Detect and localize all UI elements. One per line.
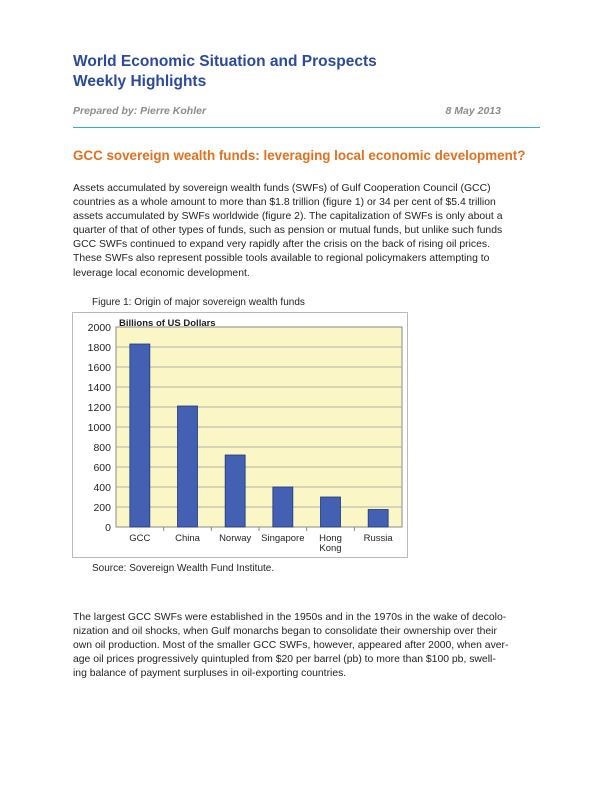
intro-paragraph [73, 182, 545, 281]
x-tick-label: Kong [319, 543, 342, 554]
report-title-line1: World Economic Situation and Prospects [73, 53, 377, 70]
prepared-by: Prepared by: Pierre Kohler [73, 105, 207, 117]
header-divider [73, 127, 540, 128]
y-tick-label: 800 [93, 442, 111, 454]
body-paragraph-line: ing balance of payment surpluses in oil-exporting countries. [73, 668, 347, 680]
y-tick-label: 2000 [87, 322, 111, 334]
intro-paragraph-line: leverage local economic development. [73, 267, 250, 279]
body-paragraph-line: age oil prices progressively quintupled from $20 per barrel (pb) to more than $100 pb, swell- [73, 654, 496, 666]
bar-gcc [130, 344, 150, 527]
y-tick-label: 1800 [87, 342, 111, 354]
bar-chart [73, 313, 407, 557]
figure-caption: Figure 1: Origin of major sovereign wealth funds [92, 297, 305, 308]
y-tick-label: 1200 [87, 402, 111, 414]
y-tick-label: 0 [105, 522, 111, 534]
body-paragraph-line: The largest GCC SWFs were established in the 1950s and in the 1970s in the wake of decolo- [73, 612, 507, 623]
intro-paragraph-line: These SWFs also represent possible tools available to regional policymakers attempting to [73, 253, 490, 265]
x-tick-label: Hong [319, 533, 342, 544]
intro-paragraph-line: GCC SWFs continued to expand very rapidly after the crisis on the back of rising oil prices. [73, 239, 490, 251]
body-paragraph-line: own oil production. Most of the smaller GCC SWFs, however, appeared after 2000, when aver- [73, 640, 509, 652]
article-headline: GCC sovereign wealth funds: leveraging local economic development? [73, 148, 526, 163]
y-tick-label: 1400 [87, 382, 111, 394]
chart-container [72, 312, 408, 558]
x-tick-label: Russia [363, 533, 393, 544]
bar-hong-kong [321, 497, 341, 527]
y-tick-label: 1600 [87, 362, 111, 374]
intro-paragraph-line: assets accumulated by SWFs worldwide (figure 2). The capitalization of SWFs is only about a [73, 211, 503, 223]
x-tick-label: GCC [129, 533, 151, 544]
bar-russia [368, 510, 388, 528]
y-tick-label: 200 [93, 502, 111, 514]
bar-norway [225, 455, 245, 527]
x-tick-label: China [175, 533, 200, 544]
y-tick-label: 600 [93, 462, 111, 474]
x-tick-label: Singapore [261, 533, 305, 544]
body-paragraph [73, 611, 545, 681]
y-tick-label: 1000 [87, 422, 111, 434]
x-tick-label: Norway [219, 533, 252, 544]
report-meta [73, 105, 501, 117]
bar-china [178, 406, 198, 527]
intro-paragraph-line: quarter of that of other types of funds, such as pension or mutual funds, but unlike such funds [73, 225, 503, 237]
y-tick-label: 400 [93, 482, 111, 494]
report-date: 8 May 2013 [445, 105, 501, 117]
body-paragraph-line: nization and oil shocks, when Gulf monarchs began to consolidate their ownership over their [73, 626, 497, 638]
report-title [73, 52, 377, 92]
y-axis-label: Billions of US Dollars [119, 318, 216, 329]
intro-paragraph-line: Assets accumulated by sovereign wealth funds (SWFs) of Gulf Cooperation Council (GCC) [73, 183, 491, 194]
figure-source: Source: Sovereign Wealth Fund Institute. [92, 563, 275, 574]
intro-paragraph-line: countries as a whole amount to more than $1.8 trillion (figure 1) or 34 per cent of $5.4 trillion [73, 197, 496, 209]
report-title-line2: Weekly Highlights [73, 73, 207, 90]
bar-singapore [273, 487, 293, 527]
